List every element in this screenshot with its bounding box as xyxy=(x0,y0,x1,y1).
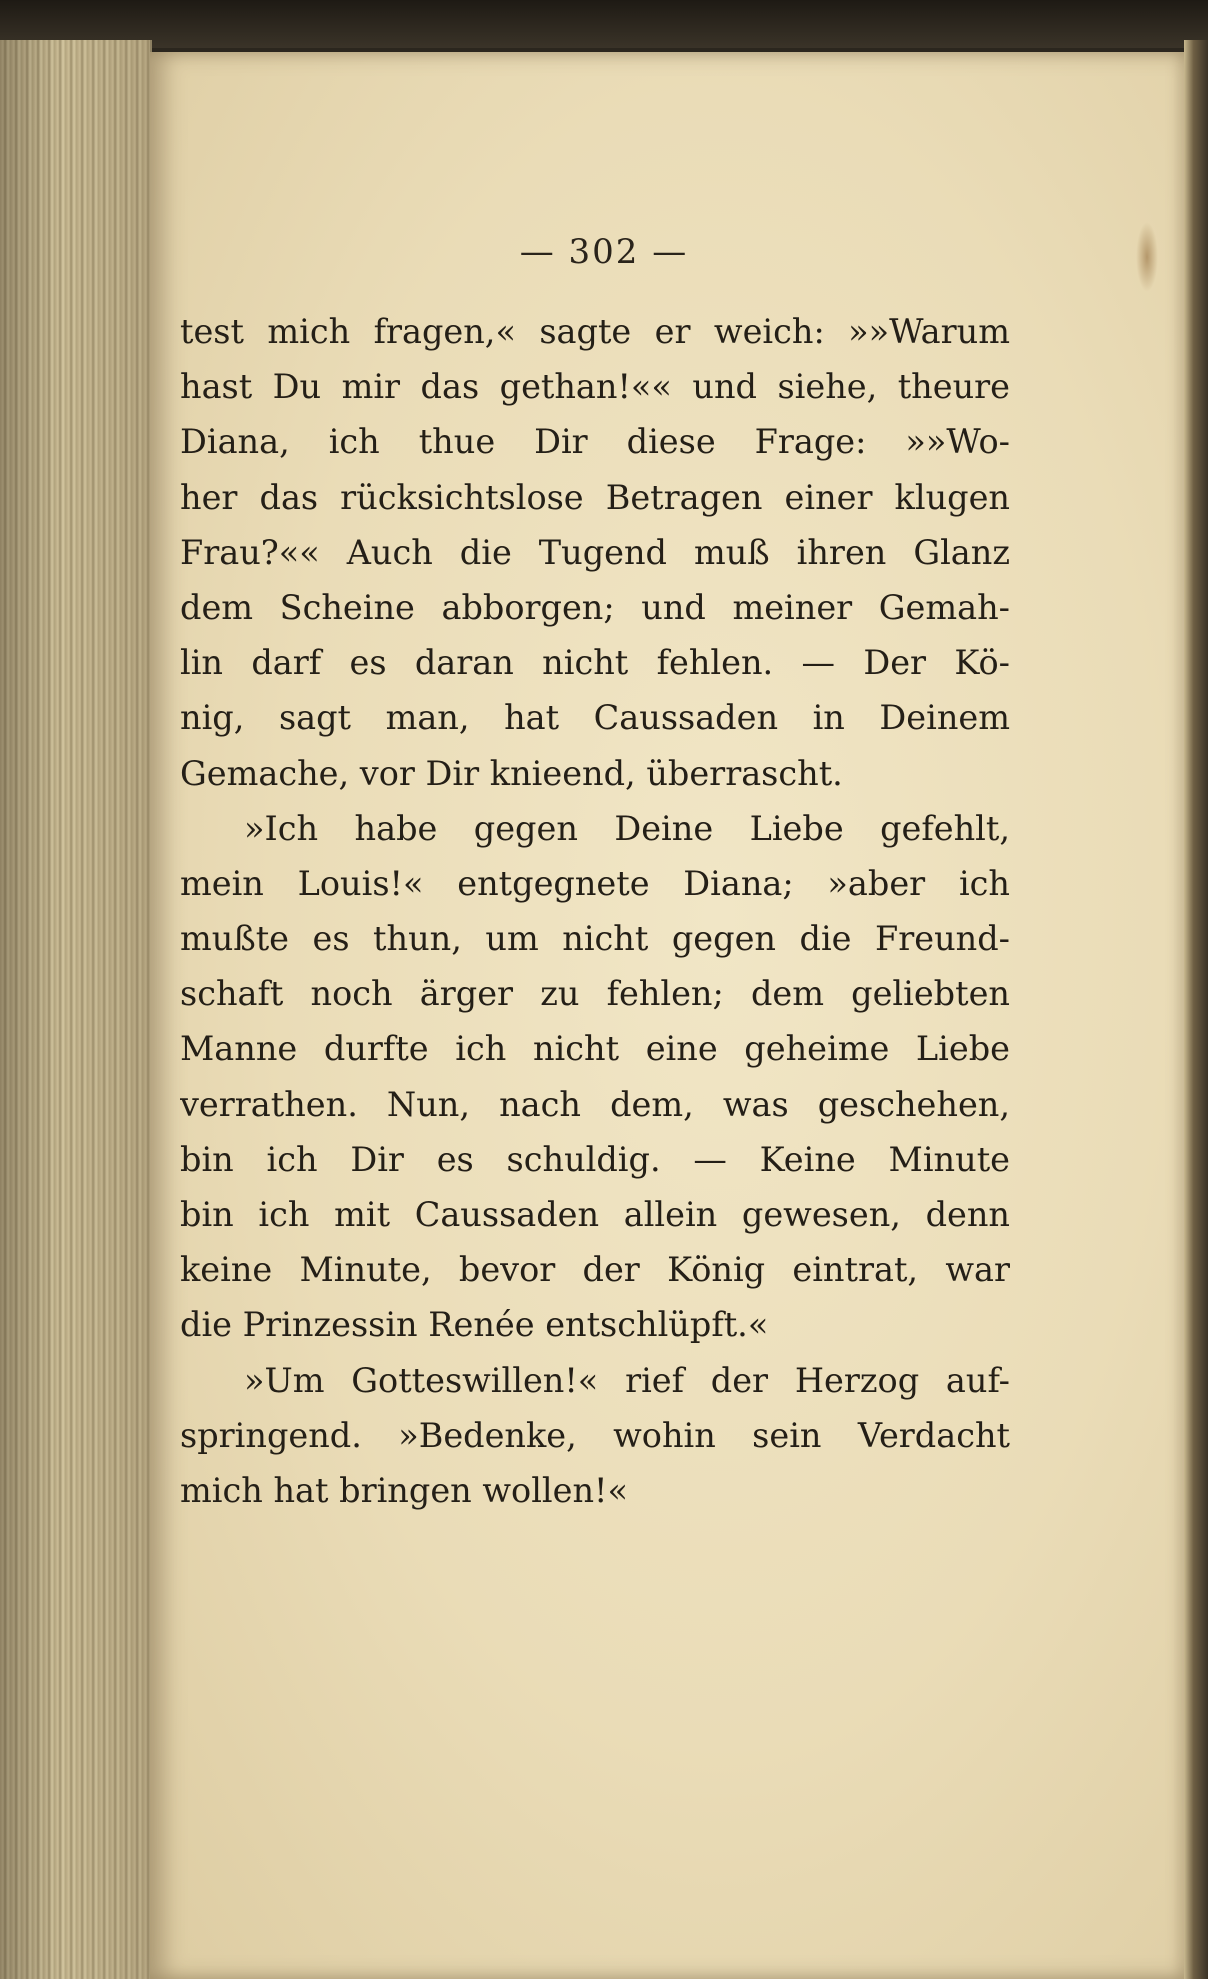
page-number: — 302 — xyxy=(519,232,689,272)
text-line: springend. »Bedenke, wohin sein Verdacht xyxy=(180,1415,1010,1455)
text-line: die Prinzessin Renée entschlüpft.« xyxy=(180,1305,769,1345)
book-right-edge xyxy=(1184,40,1208,1979)
text-line: mich hat bringen wollen!« xyxy=(180,1470,628,1510)
text-line: Manne durfte ich nicht eine geheime Liebe xyxy=(180,1029,1010,1069)
text-line: hast Du mir das gethan!«« und siehe, theure xyxy=(180,367,1010,407)
book-top-edge xyxy=(0,0,1208,48)
text-line: bin ich Dir es schuldig. — Keine Minute xyxy=(180,1139,1010,1179)
text-line: mußte es thun, um nicht gegen die Freund- xyxy=(180,919,1010,959)
text-line: »Ich habe gegen Deine Liebe gefehlt, xyxy=(244,808,1010,848)
text-line: her das rücksichtslose Betragen einer klugen xyxy=(180,477,1010,517)
text-line: bin ich mit Caussaden allein gewesen, denn xyxy=(180,1195,1010,1234)
text-line: Diana, ich thue Dir diese Frage: »»Wo- xyxy=(180,422,1010,462)
text-line: test mich fragen,« sagte er weich: »»Warum xyxy=(180,312,1010,351)
page-body-text xyxy=(180,304,1010,1518)
text-line: nig, sagt man, hat Caussaden in Deinem xyxy=(180,698,1010,738)
text-line: lin darf es daran nicht fehlen. — Der Kö- xyxy=(180,643,1010,683)
text-line: dem Scheine abborgen; und meiner Gemah- xyxy=(180,587,1010,627)
stacked-page-edges xyxy=(0,40,152,1979)
text-line: verrathen. Nun, nach dem, was geschehen, xyxy=(180,1084,1010,1124)
text-line: schaft noch ärger zu fehlen; dem geliebten xyxy=(180,974,1010,1014)
text-line: mein Louis!« entgegnete Diana; »aber ich xyxy=(180,863,1010,903)
text-line: Frau?«« Auch die Tugend muß ihren Glanz xyxy=(180,532,1010,572)
text-line: Gemache, vor Dir knieend, überrascht. xyxy=(180,753,843,793)
text-line: »Um Gotteswillen!« rief der Herzog auf- xyxy=(244,1360,1010,1400)
text-line: keine Minute, bevor der König eintrat, war xyxy=(180,1250,1010,1290)
